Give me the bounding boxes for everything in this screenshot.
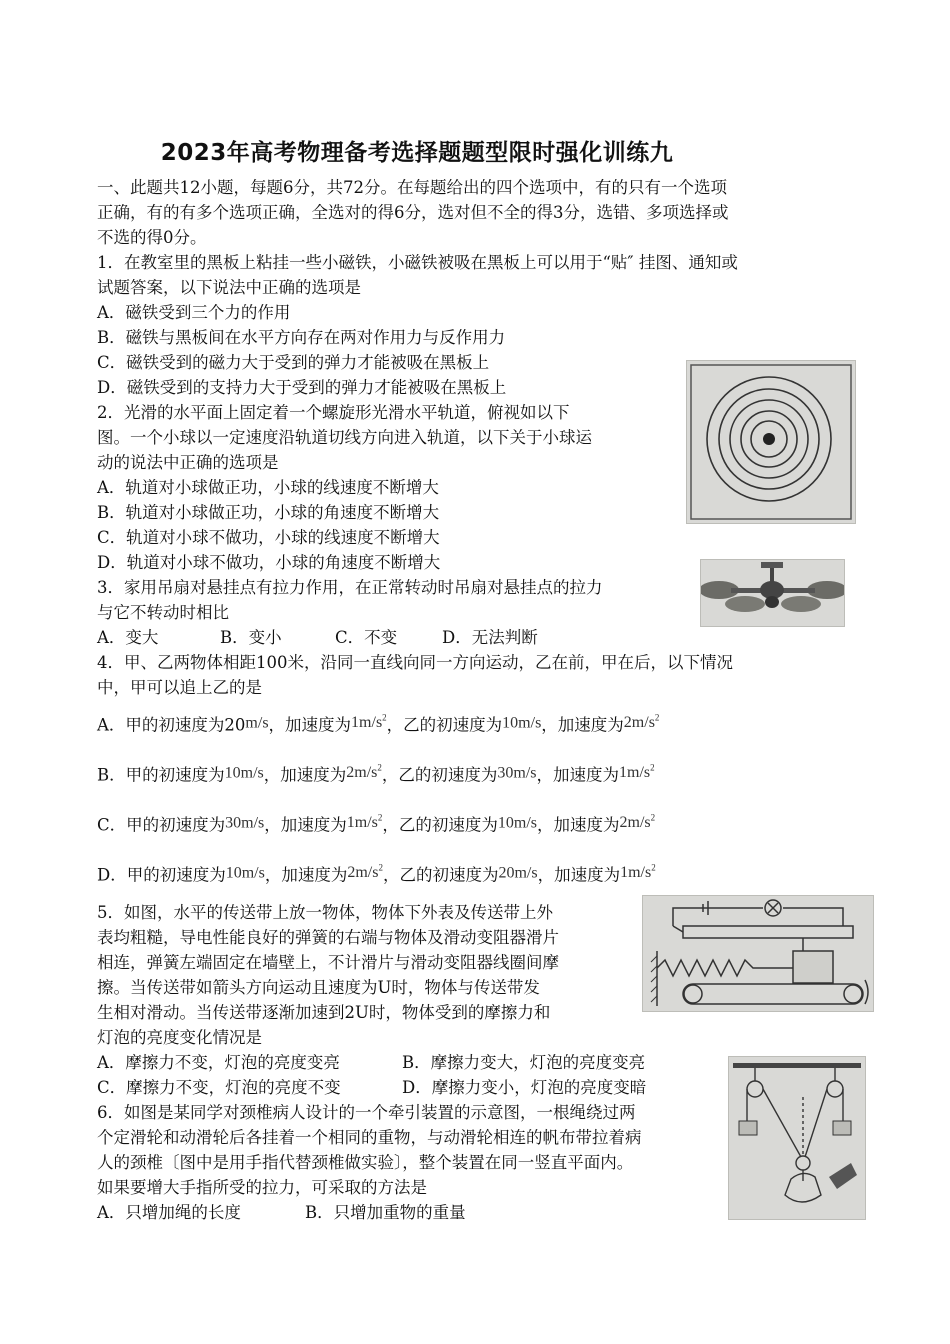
q6-option-b: B．只增加重物的重量 [305, 1203, 466, 1222]
q1-option-b: B．磁铁与黑板间在水平方向存在两对作用力与反作用力 [97, 328, 506, 347]
q6-stem: 人的颈椎〔图中是用手指代替颈椎做实验〕，整个装置在同一竖直平面内。 [97, 1153, 634, 1172]
q3-stem: 与它不转动时相比 [97, 603, 229, 622]
q3-option-c: C．不变 [335, 628, 398, 647]
q3-options [97, 626, 538, 650]
q5-options-row2 [97, 1076, 646, 1100]
q3-option-a: A．变大 [97, 628, 159, 647]
q3-stem: 3．家用吊扇对悬挂点有拉力作用，在正常转动时吊扇对悬挂点的拉力 [97, 578, 603, 597]
q2-option-c: C．轨道对小球不做功，小球的线速度不断增大 [97, 528, 440, 547]
q4-option-b: B．甲的初速度为10m/s，加速度为$2m/s^2$，乙的初速度为30m/s，加速度为$1m/s^2$ [97, 763, 655, 785]
q3-option-d: D．无法判断 [442, 628, 538, 647]
conveyor-circuit-icon [643, 896, 873, 1011]
q6-stem: 6．如图是某同学对颈椎病人设计的一个牵引装置的示意图，一根绳绕过两 [97, 1103, 636, 1122]
q4-stem: 中，甲可以追上乙的是 [97, 678, 262, 697]
page-title: 2023年高考物理备考选择题题型限时强化训练九 [160, 140, 674, 166]
q4-option-d: D．甲的初速度为10m/s，加速度为$2m/s^2$，乙的初速度为20m/s，加速度为$1m/s^2$ [97, 863, 656, 885]
q5-stem: 相连，弹簧左端固定在墙壁上，不计滑片与滑动变阻器线圈间摩 [97, 953, 559, 972]
intro-line: 不选的得0分。 [97, 228, 207, 247]
spiral-track-figure [686, 360, 856, 524]
q5-stem: 擦。当传送带如箭头方向运动且速度为U时，物体与传送带发 [97, 978, 540, 997]
q5-stem: 生相对滑动。当传送带逐渐加速到2U时，物体受到的摩擦力和 [97, 1003, 551, 1022]
pulley-device-icon [729, 1057, 865, 1219]
pulley-device-figure [728, 1056, 866, 1220]
q1-option-d: D．磁铁受到的支持力大于受到的弹力才能被吸在黑板上 [97, 378, 507, 397]
q2-stem: 动的说法中正确的选项是 [97, 453, 279, 472]
q4-option-c: C．甲的初速度为30m/s，加速度为$1m/s^2$，乙的初速度为10m/s，加速度为$2m/s^2$ [97, 813, 656, 835]
q5-stem: 5．如图，水平的传送带上放一物体，物体下外表及传送带上外 [97, 903, 553, 922]
intro-line: 一、此题共12小题，每题6分，共72分。在每题给出的四个选项中，有的只有一个选项 [97, 178, 727, 197]
intro-line: 正确，有的有多个选项正确，全选对的得6分，选对但不全的得3分，选错、多项选择或 [97, 203, 729, 222]
q2-stem: 2．光滑的水平面上固定着一个螺旋形光滑水平轨道，俯视如以下 [97, 403, 570, 422]
q2-stem: 图。一个小球以一定速度沿轨道切线方向进入轨道，以下关于小球运 [97, 428, 592, 447]
q6-options [97, 1201, 466, 1225]
q6-stem: 个定滑轮和动滑轮后各挂着一个相同的重物，与动滑轮相连的帆布带拉着病 [97, 1128, 642, 1147]
q5-stem: 灯泡的亮度变化情况是 [97, 1028, 262, 1047]
ceiling-fan-figure [700, 559, 845, 627]
q1-stem: 1．在教室里的黑板上粘挂一些小磁铁，小磁铁被吸在黑板上可以用于“贴″ 挂图、通知或 [97, 253, 738, 272]
q1-option-a: A．磁铁受到三个力的作用 [97, 303, 291, 322]
q2-option-a: A．轨道对小球做正功，小球的线速度不断增大 [97, 478, 439, 497]
q2-option-d: D．轨道对小球不做功，小球的角速度不断增大 [97, 553, 441, 572]
q5-stem: 表均粗糙，导电性能良好的弹簧的右端与物体及滑动变阻器滑片 [97, 928, 559, 947]
q4-option-a: A．甲的初速度为20m/s，加速度为$1m/s^2$，乙的初速度为10m/s，加速度为$2m/s^2$ [97, 713, 660, 735]
q6-option-a: A．只增加绳的长度 [97, 1203, 241, 1222]
q3-option-b: B．变小 [220, 628, 282, 647]
q2-option-b: B．轨道对小球做正功，小球的角速度不断增大 [97, 503, 440, 522]
q1-stem: 试题答案，以下说法中正确的选项是 [97, 278, 361, 297]
q5-option-c: C．摩擦力不变，灯泡的亮度不变 [97, 1078, 341, 1097]
q5-option-d: D．摩擦力变小，灯泡的亮度变暗 [402, 1078, 647, 1097]
q6-stem: 如果要增大手指所受的拉力，可采取的方法是 [97, 1178, 427, 1197]
q5-option-b: B．摩擦力变大，灯泡的亮度变亮 [402, 1053, 646, 1072]
q5-options-row1 [97, 1051, 645, 1075]
ceiling-fan-icon [701, 560, 844, 626]
conveyor-circuit-figure [642, 895, 874, 1012]
spiral-track-icon [687, 361, 855, 523]
q5-option-a: A．摩擦力不变，灯泡的亮度变亮 [97, 1053, 340, 1072]
q4-stem: 4．甲、乙两物体相距100米，沿同一直线向同一方向运动，乙在前，甲在后，以下情况 [97, 653, 733, 672]
q1-option-c: C．磁铁受到的磁力大于受到的弹力才能被吸在黑板上 [97, 353, 490, 372]
